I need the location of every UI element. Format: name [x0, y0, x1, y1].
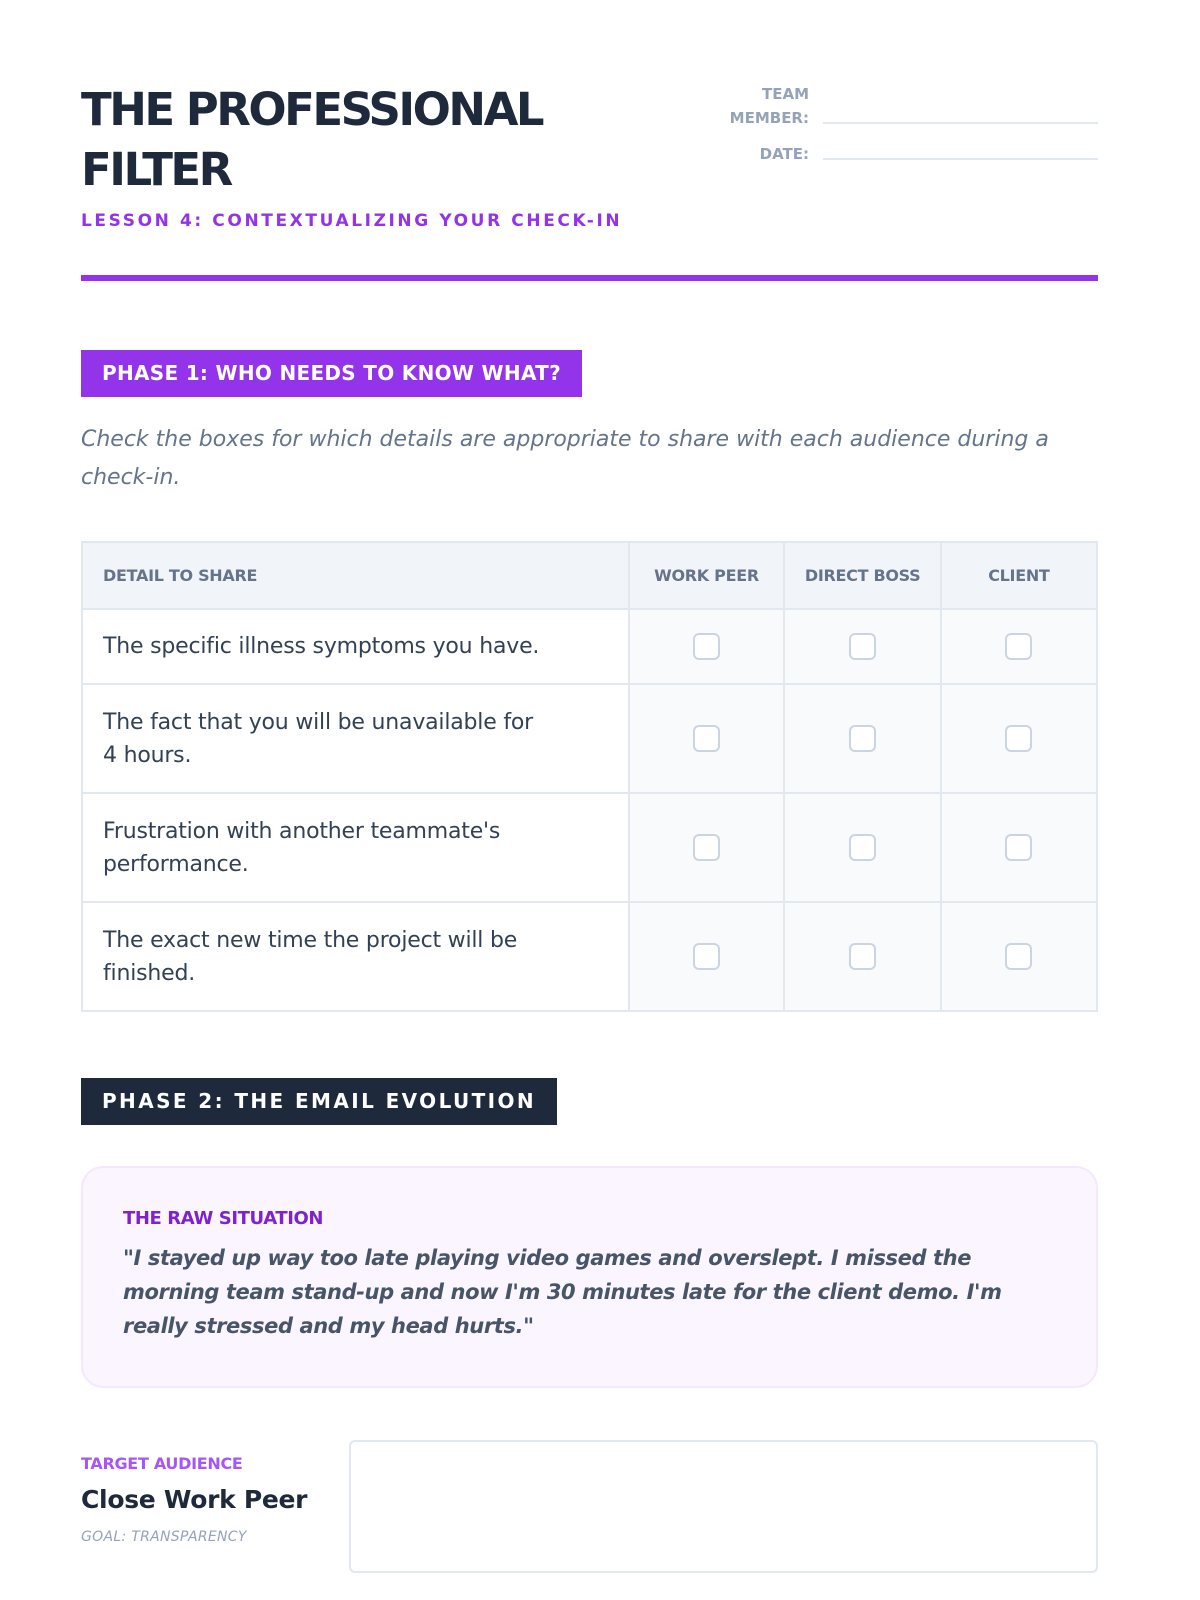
detail-cell: The exact new time the project will be finished.	[82, 902, 629, 1011]
date-label: DATE:	[759, 145, 809, 163]
checkbox-work-peer[interactable]	[693, 725, 720, 752]
column-header-detail: DETAIL TO SHARE	[82, 542, 629, 609]
table-header-row	[82, 542, 1097, 609]
column-header-direct-boss: DIRECT BOSS	[784, 542, 940, 609]
checkbox-direct-boss[interactable]	[849, 943, 876, 970]
page-title: THE PROFESSIONAL FILTER	[81, 83, 543, 196]
checkbox-direct-boss[interactable]	[849, 725, 876, 752]
checkbox-work-peer[interactable]	[693, 943, 720, 970]
header-divider	[81, 275, 1098, 281]
phase2-banner: PHASE 2: THE EMAIL EVOLUTION	[81, 1078, 557, 1125]
lesson-subtitle: LESSON 4: CONTEXTUALIZING YOUR CHECK-IN	[81, 211, 623, 231]
target-audience-block	[81, 1454, 331, 1545]
target-audience-label: TARGET AUDIENCE	[81, 1454, 243, 1473]
checkbox-client[interactable]	[1005, 633, 1032, 660]
worksheet-header	[81, 0, 1098, 282]
checkbox-direct-boss[interactable]	[849, 633, 876, 660]
checkbox-client[interactable]	[1005, 943, 1032, 970]
table-row	[82, 793, 1097, 902]
phase1-instructions: Check the boxes for which details are appropriate to share with each audience during a check-in.	[81, 427, 1049, 490]
team-member-label: TEAM MEMBER:	[729, 85, 809, 127]
table-row	[82, 609, 1097, 684]
table-row	[82, 902, 1097, 1011]
team-member-field[interactable]	[823, 122, 1098, 124]
detail-cell: The specific illness symptoms you have.	[82, 609, 629, 684]
meta-fields	[728, 82, 1098, 178]
target-audience-goal: GOAL: TRANSPARENCY	[81, 1529, 247, 1545]
date-row	[728, 142, 1098, 166]
column-header-client: CLIENT	[941, 542, 1097, 609]
raw-situation-quote: "I stayed up way too late playing video games and overslept. I missed the morning team stand-up and now I'm 30 minutes late for the client demo. I'm really stressed and my head hurts."	[123, 1246, 1002, 1338]
checkbox-work-peer[interactable]	[693, 633, 720, 660]
checkbox-client[interactable]	[1005, 725, 1032, 752]
detail-cell: Frustration with another teammate's performance.	[82, 793, 629, 902]
checkbox-work-peer[interactable]	[693, 834, 720, 861]
phase1-banner: PHASE 1: WHO NEEDS TO KNOW WHAT?	[81, 350, 582, 397]
checkbox-client[interactable]	[1005, 834, 1032, 861]
team-member-row	[728, 82, 1098, 130]
date-field[interactable]	[823, 158, 1098, 160]
raw-situation-card	[81, 1166, 1098, 1388]
column-header-work-peer: WORK PEER	[629, 542, 785, 609]
detail-cell: The fact that you will be unavailable for 4 hours.	[82, 684, 629, 793]
peer-email-answer-box[interactable]	[349, 1440, 1098, 1573]
raw-situation-label: THE RAW SITUATION	[123, 1208, 324, 1229]
audience-table	[81, 541, 1098, 1012]
target-audience-name: Close Work Peer	[81, 1485, 308, 1514]
table-row	[82, 684, 1097, 793]
checkbox-direct-boss[interactable]	[849, 834, 876, 861]
